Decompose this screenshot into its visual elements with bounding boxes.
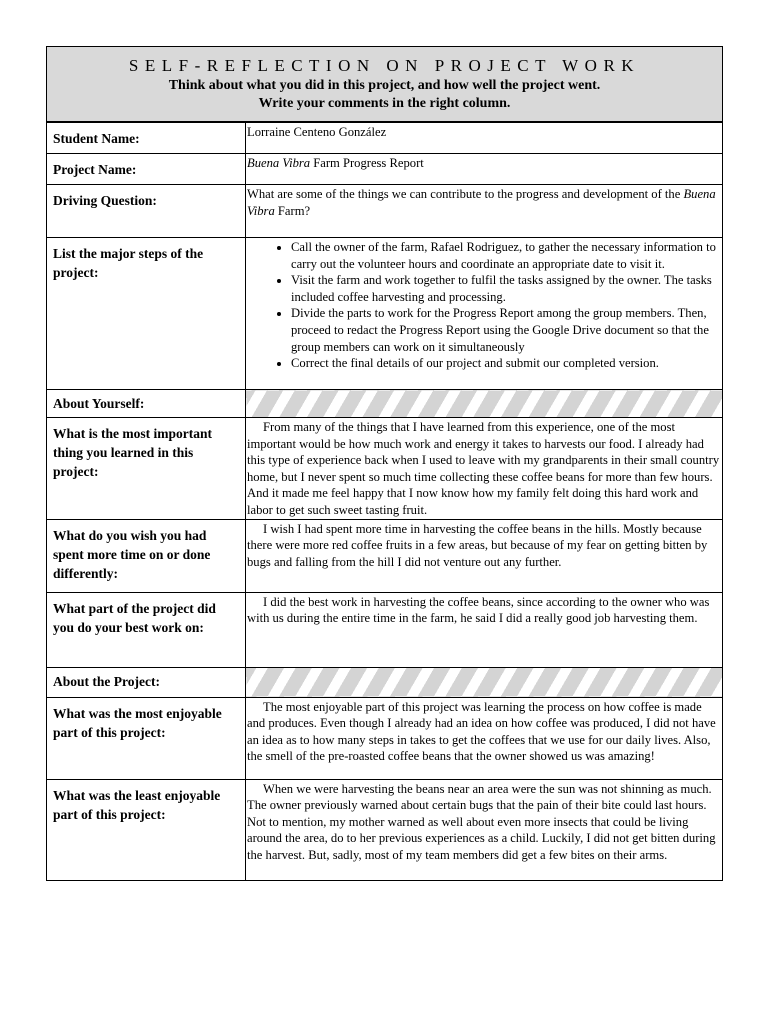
section-stripe: [246, 390, 723, 418]
section-about-yourself: [47, 390, 723, 418]
form-header: [46, 46, 723, 122]
best-work-label: What part of the project did you do your best work on:: [47, 592, 246, 667]
list-item: • Visit the farm and work together to fulfil the tasks assigned by the owner. The tasks included coffee harvesting and processing.: [291, 272, 722, 305]
about-project-heading: About the Project:: [47, 667, 246, 697]
wish-more-time-label: What do you wish you had spent more time on or done differently:: [47, 519, 246, 592]
most-important-value: From many of the things that I have learned from this experience, one of the most important would be how much work and energy it takes to harvests our food. I already had this type of experience back when I used to leave with my grandparents in their small country home, but I never spent so much time collecting these coffee beans for more than few hours. And it made me feel happy that I now know how my family felt doing this hard work and labor to get such sweet tasting fruit.: [246, 418, 723, 520]
project-name-italic: Buena Vibra: [247, 156, 311, 170]
about-yourself-heading: About Yourself:: [47, 390, 246, 418]
least-enjoyable-label: What was the least enjoyable part of this project:: [47, 779, 246, 880]
section-about-project: [47, 667, 723, 697]
row-driving-question: [47, 185, 723, 238]
row-best-work: [47, 592, 723, 667]
list-item: • Divide the parts to work for the Progress Report among the group members. Then, proceed to redact the Progress Report using the Google Drive document so that the group members can work on it simultaneously: [291, 305, 722, 355]
row-most-enjoyable: [47, 697, 723, 779]
form-instruction-2: Write your comments in the right column.: [258, 96, 511, 111]
list-item: • Call the owner of the farm, Rafael Rodriguez, to gather the necessary information to carry out the volunteer hours and coordinate an appropriate date to visit it.: [291, 239, 722, 272]
most-important-label: What is the most important thing you learned in this project:: [47, 418, 246, 520]
row-most-important: [47, 418, 723, 520]
driving-question-label: Driving Question:: [47, 185, 246, 238]
most-enjoyable-label: What was the most enjoyable part of this project:: [47, 697, 246, 779]
driving-question-text-a: What are some of the things we can contribute to the progress and development of the: [247, 187, 684, 201]
student-name-value: Lorraine Centeno González: [246, 123, 723, 154]
student-name-label: Student Name:: [47, 123, 246, 154]
form-instruction-1: Think about what you did in this project, and how well the project went.: [168, 78, 601, 93]
project-name-value: [246, 154, 723, 185]
driving-question-italic: Buena Vibra: [247, 187, 716, 218]
project-name-label: Project Name:: [47, 154, 246, 185]
best-work-value: I did the best work in harvesting the coffee beans, since according to the owner who was with us during the entire time in the farm, he said I did a really good job harvesting them.: [246, 592, 723, 667]
row-student-name: [47, 123, 723, 154]
most-enjoyable-value: The most enjoyable part of this project was learning the process on how coffee is made and produces. Even though I already had an idea on how coffee was produced, I did not have an idea as to how many steps in takes to get the coffees that we use for our daily lives. Also, the smell of the pre-roasted coffee beans that the owner showed us was amazing!: [246, 697, 723, 779]
reflection-table: [46, 122, 723, 881]
row-major-steps: [47, 238, 723, 390]
row-least-enjoyable: [47, 779, 723, 880]
major-steps-value: [246, 238, 723, 390]
major-steps-list: [247, 239, 722, 372]
list-item: • Correct the final details of our project and submit our completed version.: [291, 355, 722, 372]
row-wish-more-time: [47, 519, 723, 592]
project-name-rest: Farm Progress Report: [310, 156, 424, 170]
row-project-name: [47, 154, 723, 185]
section-stripe: [246, 667, 723, 697]
wish-more-time-value: I wish I had spent more time in harvesting the coffee beans in the hills. Mostly because there were more red coffee fruits in a few areas, but because of my fear on getting bitten by bugs and falling from the hill I did not venture out any further.: [246, 519, 723, 592]
driving-question-text-b: Farm?: [274, 203, 311, 218]
least-enjoyable-value: When we were harvesting the beans near an area were the sun was not shinning as much. The owner previously warned about certain bugs that the pain of their bite could last hours. Not to mention, my mother warned as well about even more insects that could be living around the area, do to her previous experiences as a child. Luckily, I did not get bitten during the harvest. But, sadly, most of my team members did get a few bites on their arms.: [246, 779, 723, 880]
driving-question-value: [246, 185, 723, 238]
self-reflection-form: [46, 46, 723, 881]
form-title: SELF-REFLECTION ON PROJECT WORK: [128, 56, 641, 75]
major-steps-label: List the major steps of the project:: [47, 238, 246, 390]
